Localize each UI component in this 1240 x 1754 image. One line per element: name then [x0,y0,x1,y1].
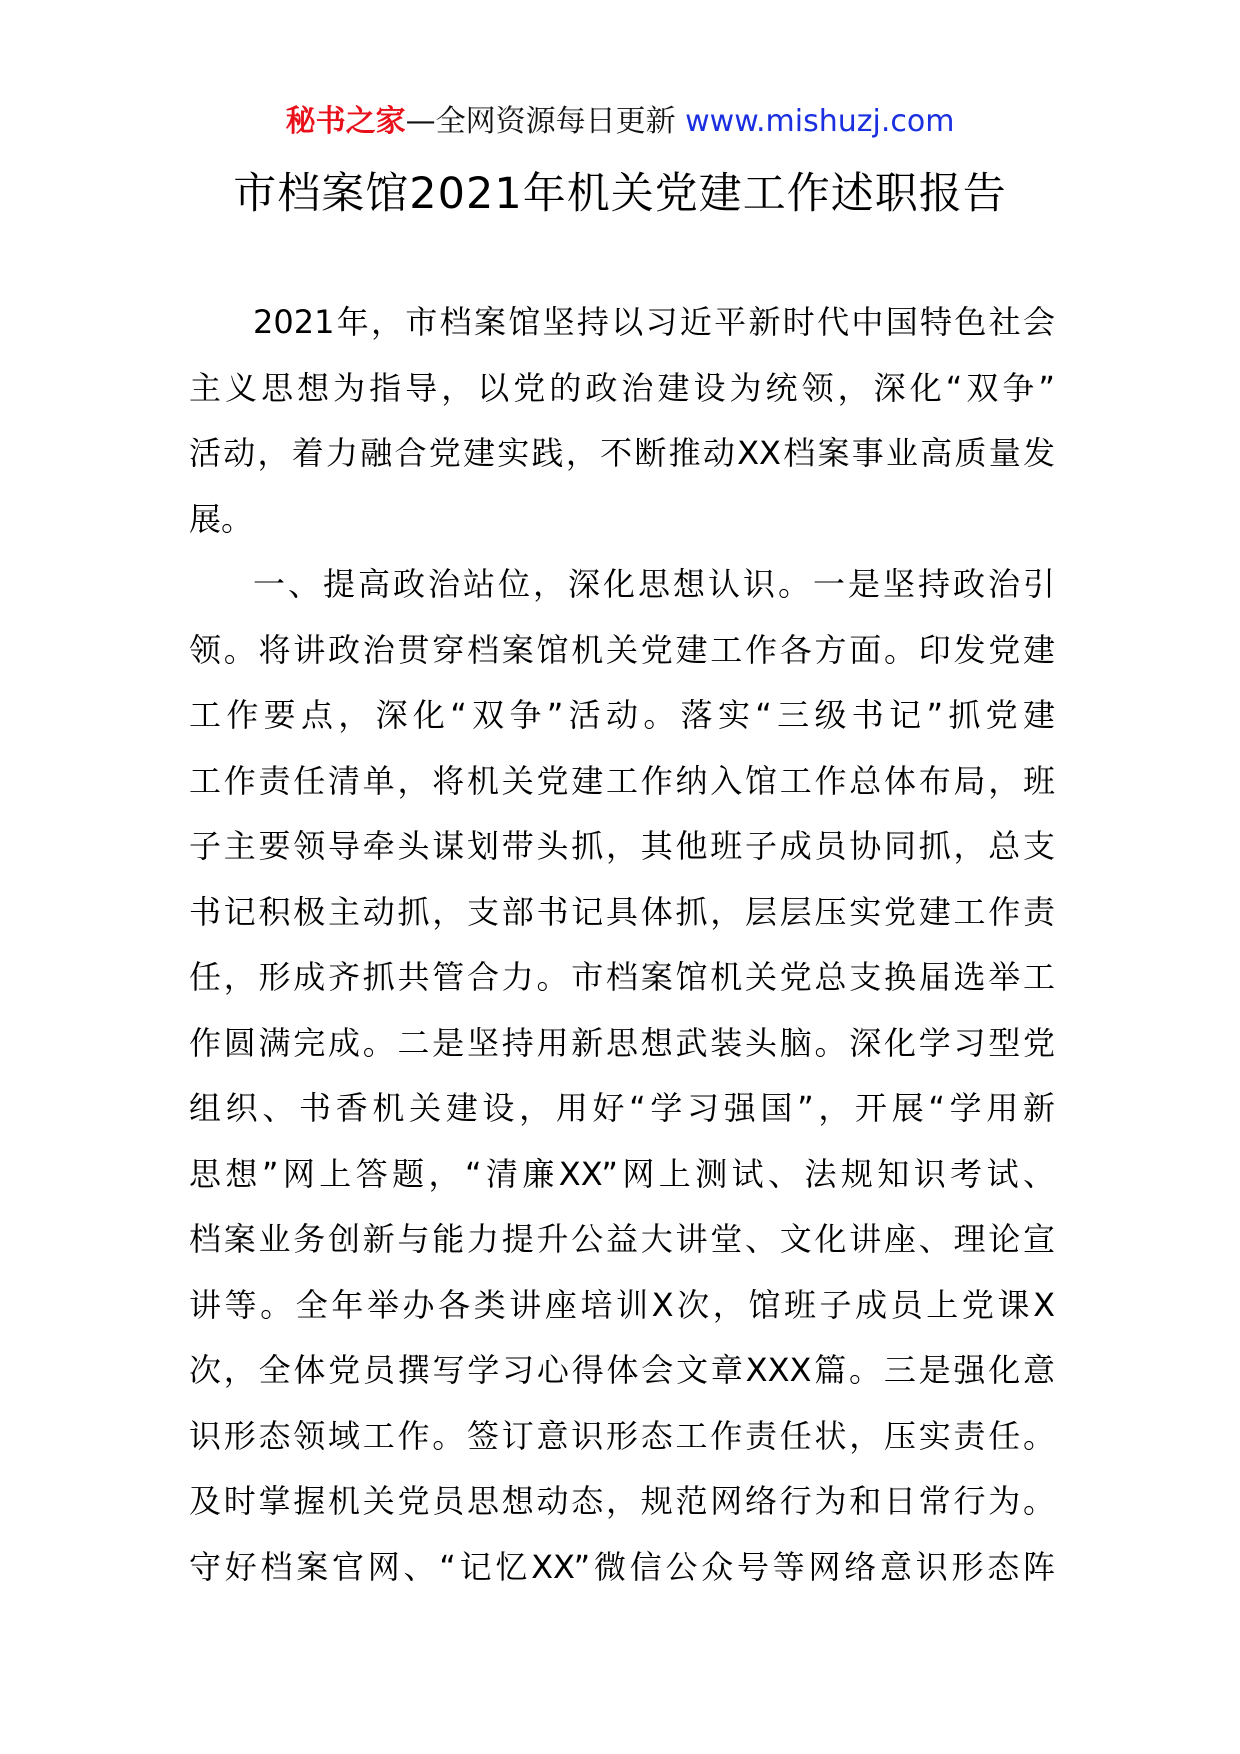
text-line: 识形态领域工作。签订意识形态工作责任状，压实责任。 [189,1416,1055,1455]
text-line: 及时掌握机关党员思想动态，规范网络行为和日常行为。 [189,1482,1055,1520]
text-line: 讲等。全年举办各类讲座培训X次，馆班子成员上党课X [189,1285,1055,1324]
site-link[interactable]: www.mishuzj.com [685,104,955,139]
text-line: 活动，着力融合党建实践，不断推动XX档案事业高质量发 [189,434,1055,472]
watermark-header [0,100,1240,144]
text-line: 子主要领导牵头谋划带头抓，其他班子成员协同抓，总支 [189,827,1055,865]
text-line: 展。 [189,499,254,538]
text-line: 作圆满完成。二是坚持用新思想武装头脑。深化学习型党 [189,1023,1055,1062]
text-line: 工作要点，深化“双争”活动。落实“三级书记”抓党建 [189,696,1055,734]
text-line: 守好档案官网、“记忆XX”微信公众号等网络意识形态阵 [189,1547,1055,1586]
text-line: 次，全体党员撰写学习心得体会文章XXX篇。三是强化意 [189,1351,1055,1389]
brand-name: 秘书之家 [285,104,406,139]
document-body [189,290,1055,1600]
text-line: 组织、书香机关建设，用好“学习强国”，开展“学用新 [189,1089,1055,1127]
text-line: 档案业务创新与能力提升公益大讲堂、文化讲座、理论宣 [189,1220,1055,1258]
text-line: 思想”网上答题，“清廉XX”网上测试、法规知识考试、 [189,1154,1055,1193]
text-line: 工作责任清单，将机关党建工作纳入馆工作总体布局，班 [189,761,1055,800]
text-line: 书记积极主动抓，支部书记具体抓，层层压实党建工作责 [189,892,1055,931]
document-title: 市档案馆2021年机关党建工作述职报告 [233,169,1007,219]
text-line: 一、提高政治站位，深化思想认识。一是坚持政治引 [253,565,1055,603]
paragraph-2 [189,552,1055,1600]
header-tagline: —全网资源每日更新 [405,104,676,139]
text-line: 领。将讲政治贯穿档案馆机关党建工作各方面。印发党建 [189,630,1055,669]
text-line: 任，形成齐抓共管合力。市档案馆机关党总支换届选举工 [189,958,1055,996]
text-line: 主义思想为指导，以党的政治建设为统领，深化“双争” [189,368,1055,407]
text-line: 2021年，市档案馆坚持以习近平新时代中国特色社会 [253,303,1055,341]
paragraph-1 [189,290,1055,552]
